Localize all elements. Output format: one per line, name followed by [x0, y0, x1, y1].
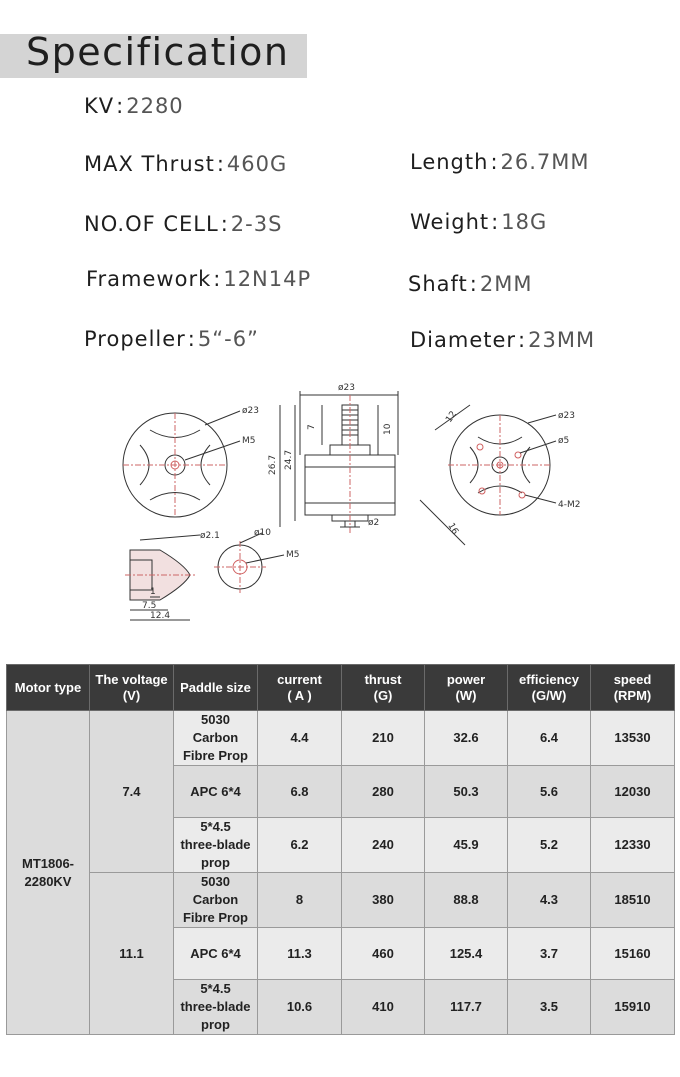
- spec-value: 2MM: [479, 272, 533, 296]
- spec-label: Length: [410, 150, 489, 174]
- header-voltage: The voltage (V): [90, 665, 174, 711]
- cell-power: 45.9: [425, 818, 508, 873]
- cell-voltage: 7.4: [90, 711, 174, 873]
- cell-current: 6.2: [258, 818, 342, 873]
- spec-label: Propeller: [84, 327, 186, 351]
- header-power: power (W): [425, 665, 508, 711]
- side-view: [268, 383, 398, 535]
- cell-current: 11.3: [258, 928, 342, 980]
- table-header-row: [7, 665, 675, 711]
- spec-value: 2-3S: [230, 212, 283, 236]
- cell-power: 125.4: [425, 928, 508, 980]
- dim-back-d23: ø23: [558, 411, 575, 421]
- header-efficiency: efficiency (G/W): [508, 665, 591, 711]
- cell-speed: 18510: [591, 873, 675, 928]
- spec-max-thrust: MAX Thrust:460G: [84, 152, 288, 176]
- dim-nut-1: 1: [150, 587, 156, 597]
- cell-speed: 15160: [591, 928, 675, 980]
- cell-thrust: 410: [342, 980, 425, 1035]
- page-title: Specification: [26, 30, 290, 74]
- dim-side-10: 10: [383, 423, 393, 435]
- dim-side-247: 24.7: [284, 449, 294, 470]
- performance-table: [6, 664, 675, 1035]
- motor-technical-drawing: [0, 375, 680, 645]
- spec-label: Framework: [86, 267, 212, 291]
- header-motor-type: Motor type: [7, 665, 90, 711]
- cell-motor-type: MT1806- 2280KV: [7, 711, 90, 1035]
- dim-side-d23: ø23: [338, 383, 355, 393]
- cell-speed: 12330: [591, 818, 675, 873]
- spec-label: Weight: [410, 210, 490, 234]
- header-paddle-size: Paddle size: [174, 665, 258, 711]
- dim-side-d2: ø2: [368, 518, 380, 528]
- spec-label: NO.OF CELL: [84, 212, 219, 236]
- cell-power: 50.3: [425, 766, 508, 818]
- cell-speed: 13530: [591, 711, 675, 766]
- cell-power: 88.8: [425, 873, 508, 928]
- cell-paddle: 5030 Carbon Fibre Prop: [174, 711, 258, 766]
- spec-value: 5“-6”: [197, 327, 259, 351]
- cell-current: 8: [258, 873, 342, 928]
- cell-paddle: 5*4.5 three-blade prop: [174, 818, 258, 873]
- dim-back-16: 16: [445, 521, 460, 537]
- washer-view: [214, 528, 300, 593]
- dim-back-d5: ø5: [558, 436, 570, 446]
- cell-speed: 12030: [591, 766, 675, 818]
- back-view: [420, 405, 580, 545]
- header-thrust: thrust (G): [342, 665, 425, 711]
- dim-nut-124: 12.4: [150, 611, 171, 621]
- dim-nut-d21: ø2.1: [200, 531, 220, 541]
- dim-back-12: 12: [444, 409, 460, 425]
- spec-cell: NO.OF CELL:2-3S: [84, 212, 283, 236]
- spec-framework: Framework:12N14P: [86, 267, 312, 291]
- cell-current: 6.8: [258, 766, 342, 818]
- cell-efficiency: 5.2: [508, 818, 591, 873]
- cell-thrust: 210: [342, 711, 425, 766]
- header-current: current ( A ): [258, 665, 342, 711]
- cell-paddle: APC 6*4: [174, 766, 258, 818]
- dim-washer-d10: ø10: [254, 528, 271, 538]
- cell-thrust: 240: [342, 818, 425, 873]
- spec-weight: Weight:18G: [410, 210, 548, 234]
- cell-efficiency: 6.4: [508, 711, 591, 766]
- spec-value: 18G: [501, 210, 548, 234]
- cell-paddle: APC 6*4: [174, 928, 258, 980]
- dim-side-7: 7: [307, 424, 317, 430]
- cell-efficiency: 5.6: [508, 766, 591, 818]
- cell-voltage: 11.1: [90, 873, 174, 1035]
- cell-current: 4.4: [258, 711, 342, 766]
- spec-diameter: Diameter:23MM: [410, 328, 596, 352]
- dim-side-267: 26.7: [268, 454, 278, 475]
- table-row: [7, 711, 675, 766]
- cell-power: 117.7: [425, 980, 508, 1035]
- dim-nut-75: 7.5: [142, 601, 157, 611]
- cell-power: 32.6: [425, 711, 508, 766]
- spec-label: Shaft: [408, 272, 468, 296]
- spec-label: KV: [84, 94, 115, 118]
- spec-value: 2280: [126, 94, 184, 118]
- dim-washer-m5: M5: [286, 550, 300, 560]
- dim-front-m5: M5: [242, 436, 256, 446]
- cell-thrust: 280: [342, 766, 425, 818]
- table-row: [7, 873, 675, 928]
- dim-front-d23: ø23: [242, 406, 259, 416]
- nut-view: [125, 531, 220, 621]
- spec-value: 26.7MM: [500, 150, 590, 174]
- cell-paddle: 5*4.5 three-blade prop: [174, 980, 258, 1035]
- header-speed: speed (RPM): [591, 665, 675, 711]
- spec-value: 12N14P: [223, 267, 312, 291]
- spec-label: Diameter: [410, 328, 517, 352]
- spec-value: 460G: [226, 152, 288, 176]
- cell-thrust: 380: [342, 873, 425, 928]
- spec-kv: KV:2280: [84, 94, 184, 118]
- spec-shaft: Shaft:2MM: [408, 272, 533, 296]
- dim-back-4m2: 4-M2: [558, 500, 581, 510]
- cell-efficiency: 3.7: [508, 928, 591, 980]
- cell-current: 10.6: [258, 980, 342, 1035]
- spec-label: MAX Thrust: [84, 152, 215, 176]
- spec-propeller: Propeller:5“-6”: [84, 327, 259, 351]
- cell-paddle: 5030 Carbon Fibre Prop: [174, 873, 258, 928]
- front-view: [123, 406, 259, 517]
- spec-length: Length:26.7MM: [410, 150, 590, 174]
- cell-speed: 15910: [591, 980, 675, 1035]
- cell-efficiency: 4.3: [508, 873, 591, 928]
- cell-efficiency: 3.5: [508, 980, 591, 1035]
- cell-thrust: 460: [342, 928, 425, 980]
- spec-value: 23MM: [528, 328, 596, 352]
